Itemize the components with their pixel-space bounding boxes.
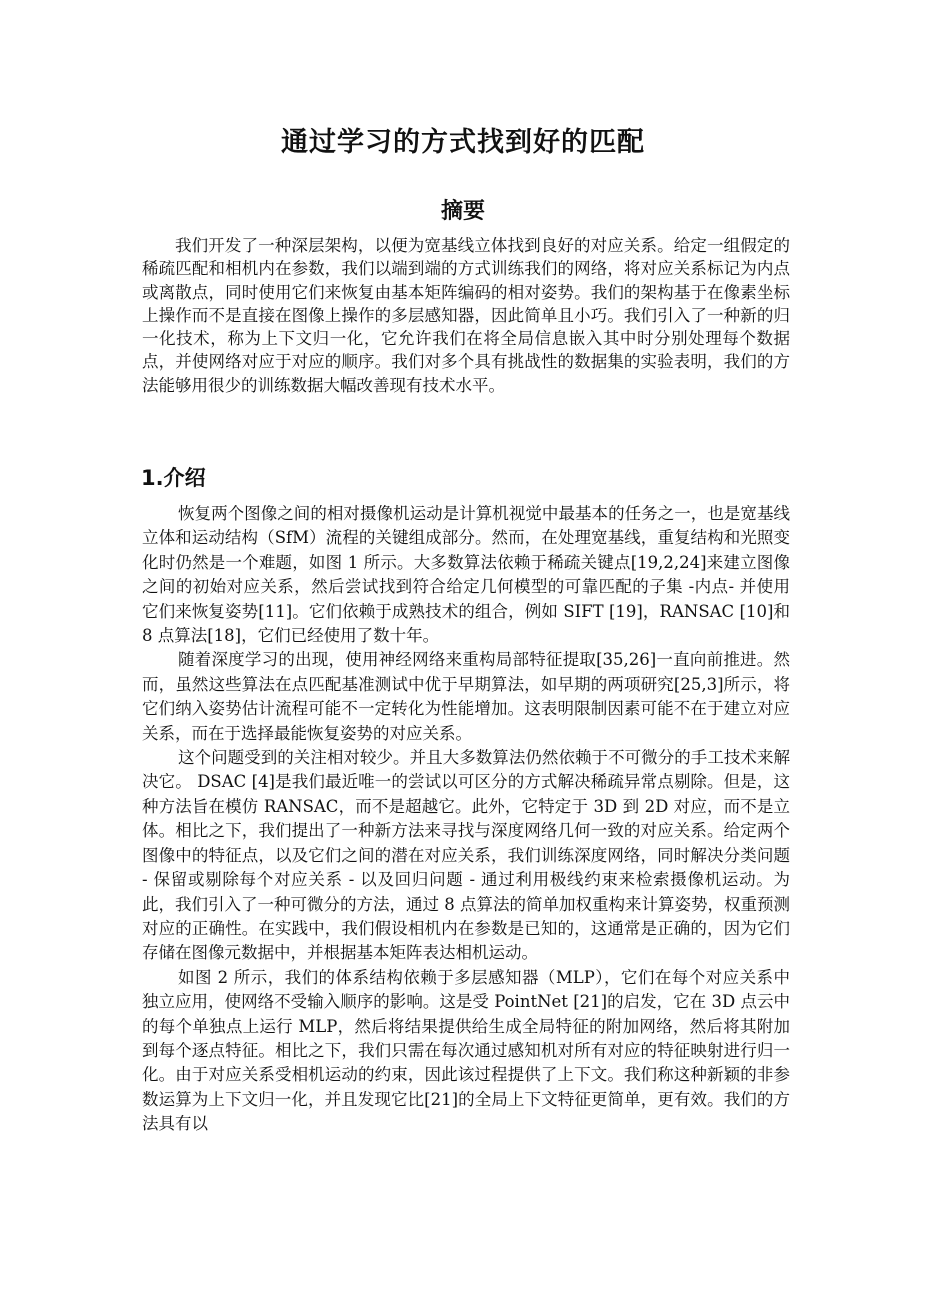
- section-heading-introduction: 1.介绍: [141, 466, 206, 490]
- introduction-body: [142, 502, 790, 1137]
- intro-paragraph-2: 随着深度学习的出现，使用神经网络来重构局部特征提取[35,26]一直向前推进。然而，虽然这些算法在点匹配基准测试中优于早期算法，如早期的两项研究[25,3]所示，将它们纳入姿势估计流程可能不一定转化为性能增加。这表明限制因素可能不在于建立对应关系，而在于选择最能恢复姿势的对应关系。: [142, 650, 790, 743]
- abstract-text: 我们开发了一种深层架构，以便为宽基线立体找到良好的对应关系。给定一组假定的稀疏匹配和相机内在参数，我们以端到端的方式训练我们的网络，将对应关系标记为内点或离散点，同时使用它们来恢复由基本矩阵编码的相对姿势。我们的架构基于在像素坐标上操作而不是直接在图像上操作的多层感知器，因此简单且小巧。我们引入了一种新的归一化技术，称为上下文归一化，它允许我们在将全局信息嵌入其中时分别处理每个数据点，并使网络对应于对应的顺序。我们对多个具有挑战性的数据集的实验表明，我们的方法能够用很少的训练数据大幅改善现有技术水平。: [142, 236, 790, 395]
- intro-paragraph-3: 这个问题受到的关注相对较少。并且大多数算法仍然依赖于不可微分的手工技术来解决它。 DSAC [4]是我们最近唯一的尝试以可区分的方式解决稀疏异常点剔除。但是，这种方法旨在模仿 RANSAC，而不是超越它。此外，它特定于 3D 到 2D 对应，而不是立体。相比之下，我们提出了一种新方法来寻找与深度网络几何一致的对应关系。给定两个图像中的特征点，以及它们之间的潜在对应关系，我们训练深度网络，同时解决分类问题 - 保留或剔除每个对应关系 - 以及回归问题 - 通过利用极线约束来检索摄像机运动。为此，我们引入了一种可微分的方法，通过 8 点算法的简单加权重构来计算姿势，权重预测对应的正确性。在实践中，我们假设相机内在参数是已知的，这通常是正确的，因为它们存储在图像元数据中，并根据基本矩阵表达相机运动。: [142, 748, 790, 963]
- abstract-heading: 摘要: [440, 199, 485, 224]
- paper-title: 通过学习的方式找到好的匹配: [281, 127, 645, 158]
- intro-paragraph-4: 如图 2 所示，我们的体系结构依赖于多层感知器（MLP），它们在每个对应关系中独立应用，使网络不受输入顺序的影响。这是受 PointNet [21]的启发，它在 3D 点云中的每个单独点上运行 MLP，然后将结果提供给生成全局特征的附加网络，然后将其附加到每个逐点特征。相比之下，我们只需在每次通过感知机对所有对应的特征映射进行归一化。由于对应关系受相机运动的约束，因此该过程提供了上下文。我们称这种新颖的非参数运算为上下文归一化，并且发现它比[21]的全局上下文特征更简单，更有效。我们的方法具有以: [142, 967, 790, 1134]
- intro-paragraph-1: 恢复两个图像之间的相对摄像机运动是计算机视觉中最基本的任务之一，也是宽基线立体和运动结构（SfM）流程的关键组成部分。然而，在处理宽基线，重复结构和光照变化时仍然是一个难题，如图 1 所示。大多数算法依赖于稀疏关键点[19,2,24]来建立图像之间的初始对应关系，然后尝试找到符合给定几何模型的可靠匹配的子集 -内点- 并使用它们来恢复姿势[11]。它们依赖于成熟技术的组合，例如 SIFT [19]，RANSAC [10]和 8 点算法[18]，它们已经使用了数十年。: [142, 504, 790, 646]
